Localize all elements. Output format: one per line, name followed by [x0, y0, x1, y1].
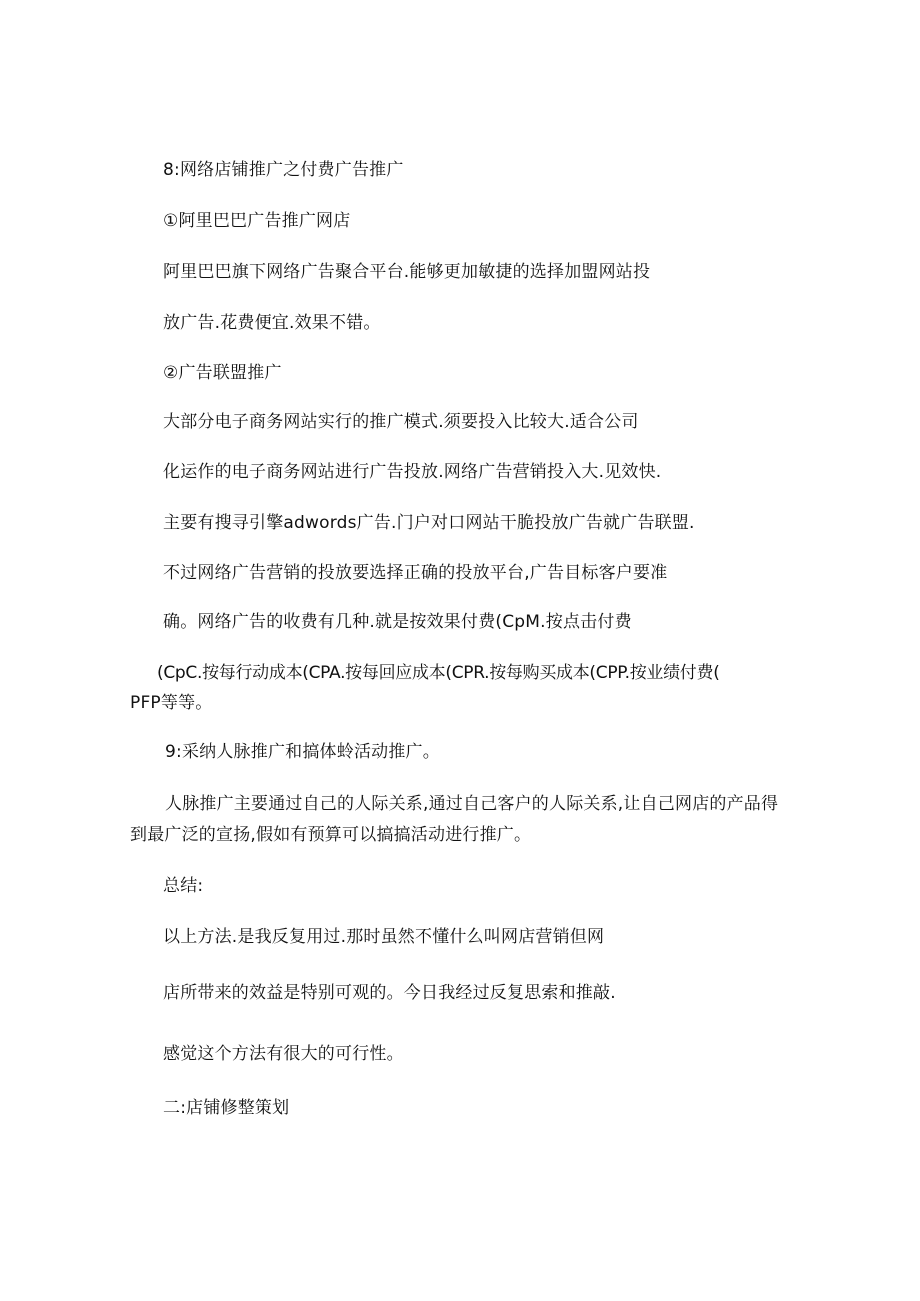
paragraph-line: (CpC.按每行动成本(CPA.按每回应成本(CPR.按每购买成本(CPP.按业绩付费( — [157, 663, 720, 683]
paragraph-line: 店所带来的效益是特别可观的。今日我经过反复思索和推敲. — [163, 983, 616, 1003]
paragraph-line: 放广告.花费便宜.效果不错。 — [163, 313, 381, 333]
paragraph-line: 主要有搜寻引擎adwords广告.门户对口网站干脆投放广告就广告联盟. — [163, 513, 695, 533]
paragraph-line: 人脉推广主要通过自己的人际关系,通过自己客户的人际关系,让自己网店的产品得 — [165, 794, 779, 814]
subheading-alibaba: ①阿里巴巴广告推广网店 — [163, 211, 351, 231]
paragraph-line: 大部分电子商务网站实行的推广模式.须要投入比较大.适合公司 — [163, 412, 639, 432]
paragraph-line: 确。网络广告的收费有几种.就是按效果付费(CpM.按点击付费 — [163, 612, 632, 632]
paragraph-line: 化运作的电子商务网站进行广告投放.网络广告营销投入大.见效快. — [163, 462, 662, 482]
subheading-ad-alliance: ②广告联盟推广 — [163, 363, 282, 383]
paragraph-line: 以上方法.是我反复用过.那时虽然不懂什么叫网店营销但网 — [163, 927, 605, 947]
section-heading-two: 二:店铺修整策划 — [163, 1098, 290, 1118]
section-heading-8: 8:网络店铺推广之付费广告推广 — [163, 160, 404, 180]
summary-heading: 总结: — [163, 876, 204, 896]
paragraph-line: PFP等等。 — [130, 693, 213, 713]
paragraph-line: 阿里巴巴旗下网络广告聚合平台.能够更加敏捷的选择加盟网站投 — [163, 262, 651, 282]
section-heading-9: 9:采纳人脉推广和搞体蛉活动推广。 — [165, 742, 440, 762]
paragraph-line: 到最广泛的宣扬,假如有预算可以搞搞活动进行推广。 — [130, 825, 532, 845]
paragraph-line: 感觉这个方法有很大的可行性。 — [163, 1044, 404, 1064]
paragraph-line: 不过网络广告营销的投放要选择正确的投放平台,广告目标客户要准 — [163, 563, 668, 583]
